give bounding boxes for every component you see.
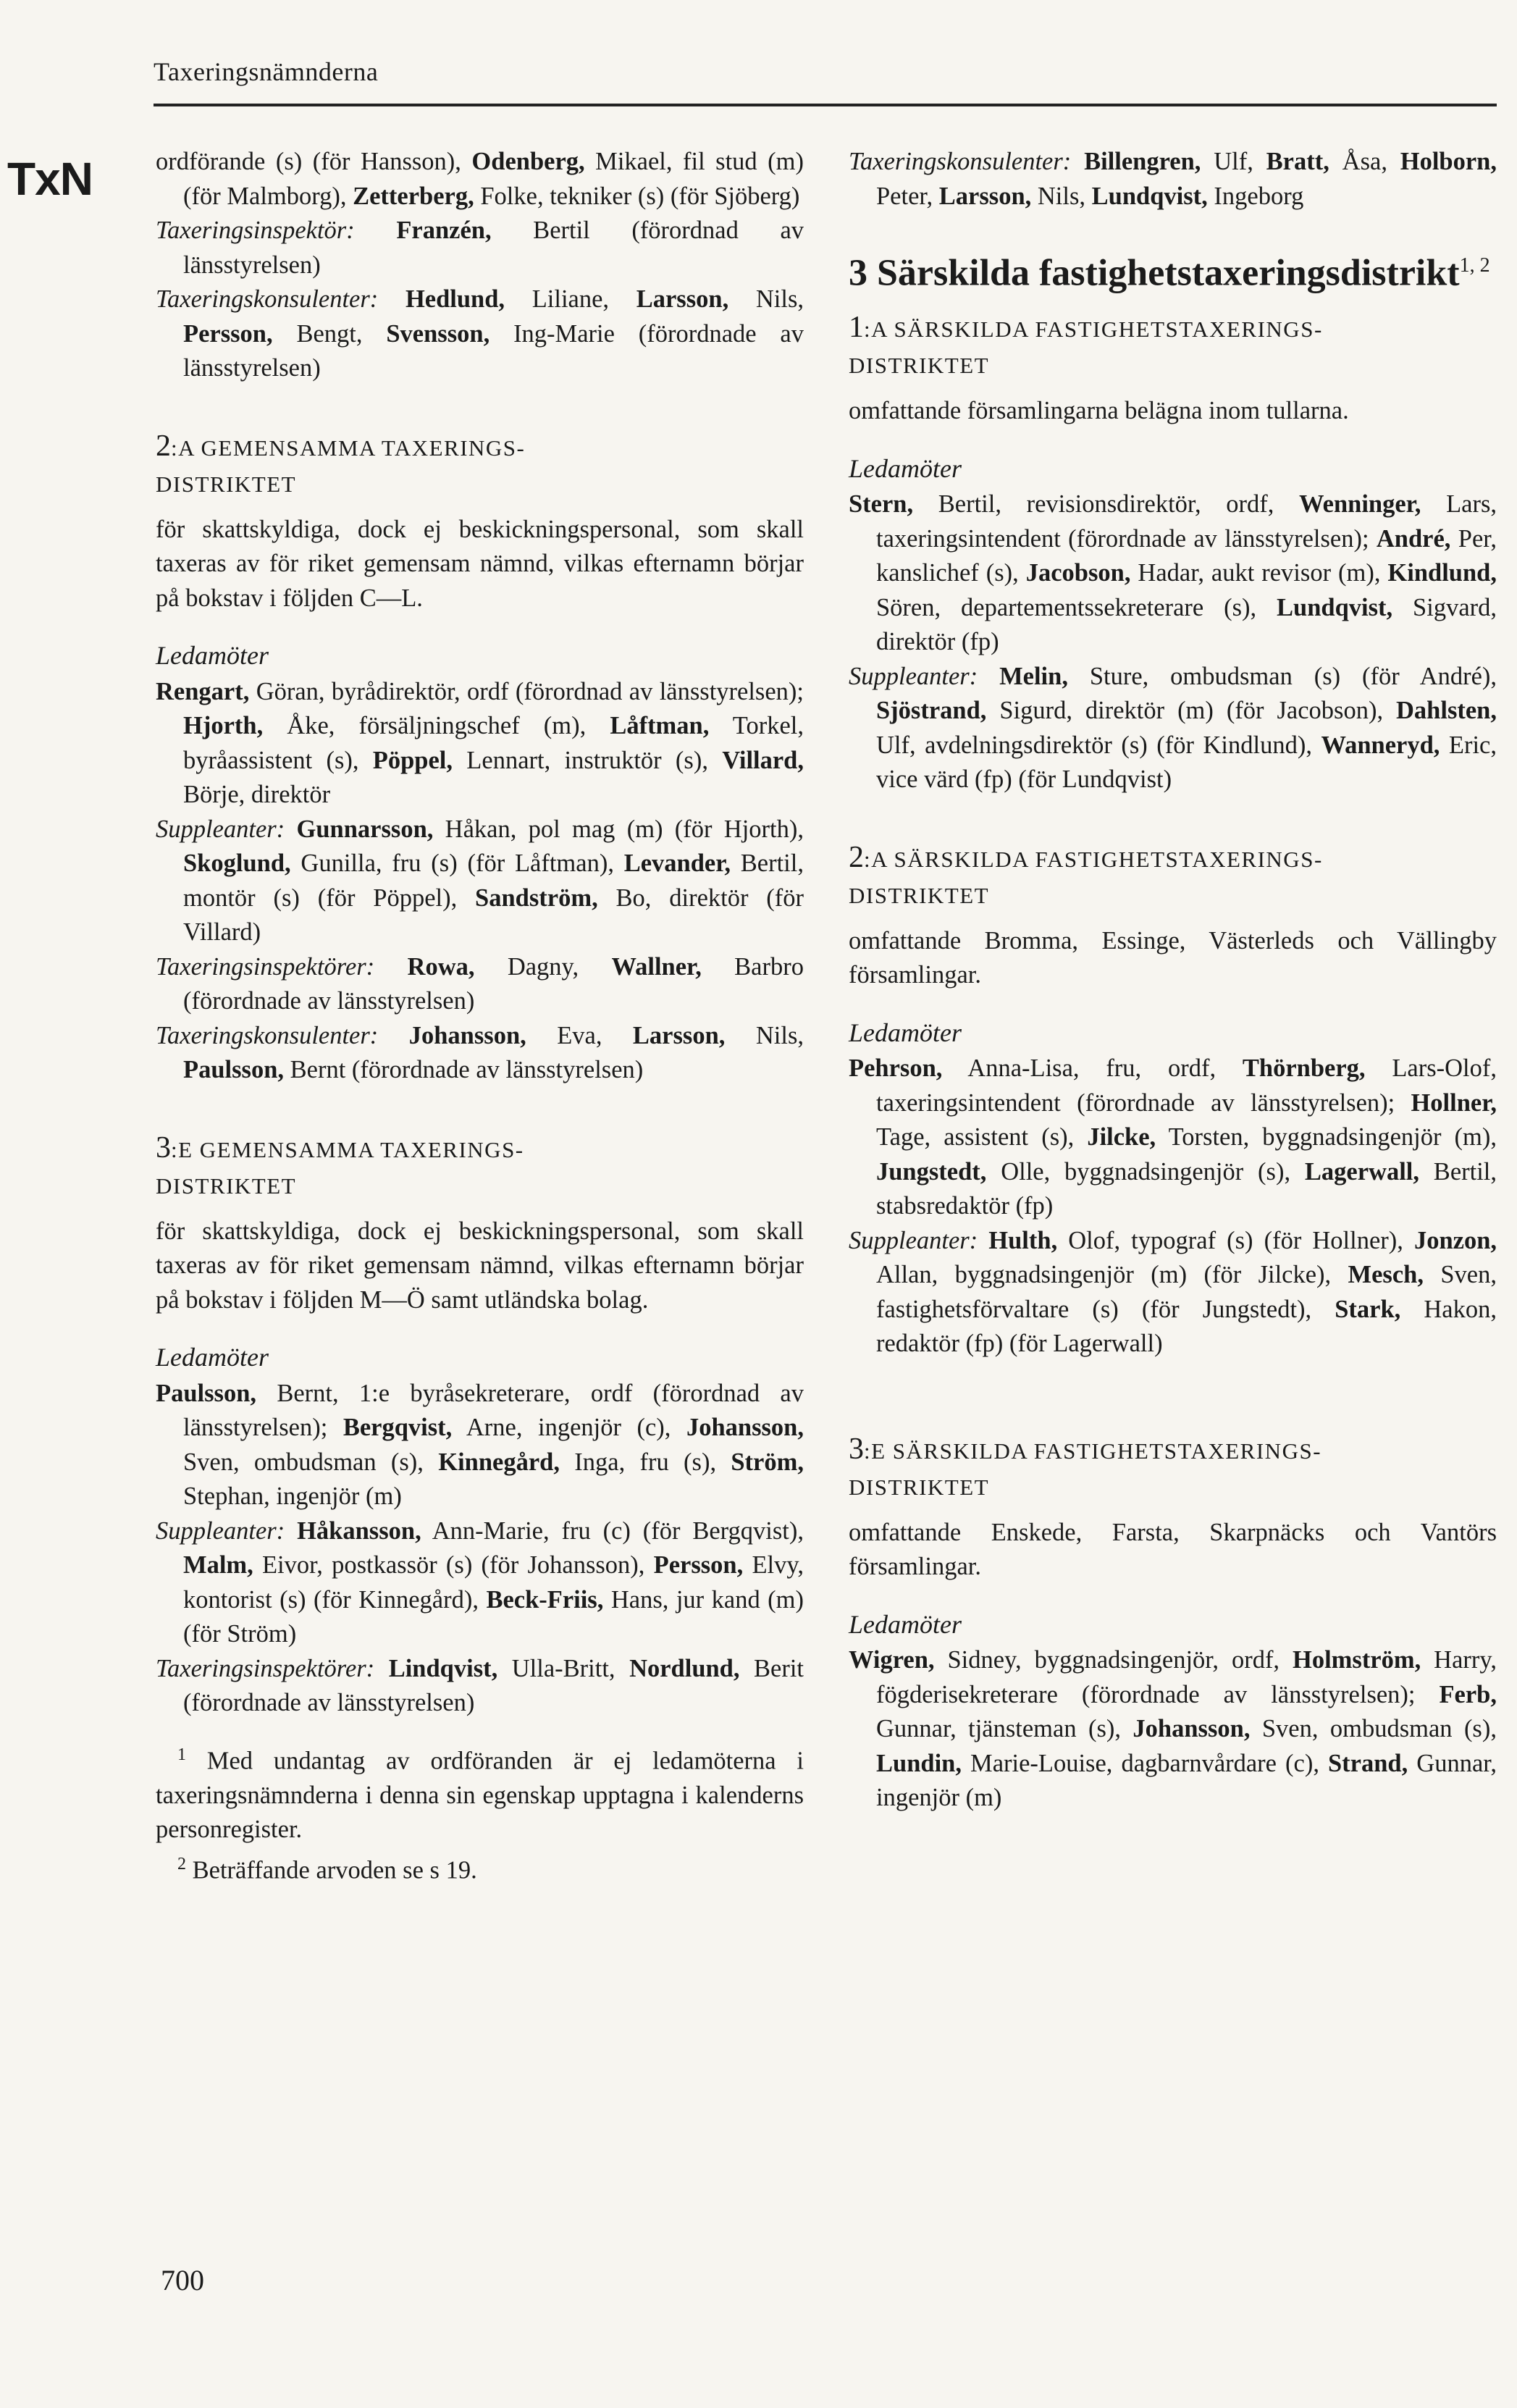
entry-consultants: Taxeringskonsulenter: Hedlund, Liliane, Larsson, Nils, Persson, Bengt, Svensson, Ing-Marie (förordnade av länsstyrelsen)	[156, 285, 804, 382]
footnote-1: $^1$ Med undantag av ordföranden är ej ledamöterna i taxeringsnämnderna i denna sin egenskap upptagna i kalenderns personregister.	[156, 1745, 804, 1843]
district-description: för skattskyldiga, dock ej beskickningspersonal, som skall taxeras av för riket gemensam nämnd, vilkas efternamn börjar på bokstav i följden M—Ö samt utländska bolag.	[156, 1217, 804, 1314]
entry-substitutes: Suppleanter: Håkansson, Ann-Marie, fru (c) (för Bergqvist), Malm, Eivor, postkassör (s) (för Johansson), Persson, Elvy, kontorist (s) (för Kinnegård), Beck-Friis, Hans, jur kand (m) (för Ström)	[156, 1516, 804, 1648]
entry-members: Stern, Bertil, revisionsdirektör, ordf, Wenninger, Lars, taxeringsintendent (förordnade av länsstyrelsen); André, Per, kanslichef (s), Jacobson, Hadar, aukt revisor (m), Kindlund, Sören, departementssekreterare (s), Lundqvist, Sigvard, direktör (fp)	[849, 490, 1497, 656]
members-heading: Ledamöter	[849, 1609, 962, 1639]
entry-members: Rengart, Göran, byrådirektör, ordf (förordnad av länsstyrelsen); Hjorth, Åke, försäljningschef (m), Låftman, Torkel, byråassistent (s), Pöppel, Lennart, instruktör (s), Villard, Börje, direktör	[156, 677, 804, 808]
entry-consultants: Taxeringskonsulenter: Billengren, Ulf, Bratt, Åsa, Holborn, Peter, Larsson, Nils, Lundqvist, Ingeborg	[849, 148, 1497, 210]
section-heading: 3 Särskilda fastighetstaxeringsdistrikt$^{1, 2}$	[849, 252, 1490, 294]
entry-consultants: Taxeringskonsulenter: Johansson, Eva, Larsson, Nils, Paulsson, Bernt (förordnade av länsstyrelsen)	[156, 1021, 804, 1083]
entry-members: Pehrson, Anna-Lisa, fru, ordf, Thörnberg, Lars-Olof, taxeringsintendent (förordnade av länsstyrelsen); Hollner, Tage, assistent (s), Jilcke, Torsten, byggnadsingenjör (m), Jungstedt, Olle, byggnadsingenjör (s), Lagerwall, Bertil, stabsredaktör (fp)	[849, 1054, 1497, 1220]
footnotes	[156, 1738, 804, 1888]
members-heading: Ledamöter	[156, 1343, 269, 1372]
entry-inspectors: Taxeringsinspektörer: Lindqvist, Ulla-Britt, Nordlund, Berit (förordnade av länsstyrelsen)	[156, 1654, 804, 1716]
district-heading: 2:A SÄRSKILDA FASTIGHETSTAXERINGS- DISTRIKTET	[849, 840, 1323, 908]
page-number: 700	[161, 2264, 204, 2296]
district-description: för skattskyldiga, dock ej beskickningspersonal, som skall taxeras av för riket gemensam nämnd, vilkas efternamn börjar på bokstav i följden C—L.	[156, 515, 804, 612]
members-heading: Ledamöter	[156, 641, 269, 670]
district-description: omfattande Enskede, Farsta, Skarpnäcks och Vantörs församlingar.	[849, 1518, 1497, 1581]
district-heading: 3:E GEMENSAMMA TAXERINGS- DISTRIKTET	[156, 1130, 524, 1199]
entry-members: Wigren, Sidney, byggnadsingenjör, ordf, Holmström, Harry, fögderisekreterare (förordnade av länsstyrelsen); Ferb, Gunnar, tjänsteman (s), Johansson, Sven, ombudsman (s), Lundin, Marie-Louise, dagbarnvårdare (c), Strand, Gunnar, ingenjör (m)	[849, 1646, 1497, 1812]
entry-members: Paulsson, Bernt, 1:e byråsekreterare, ordf (förordnad av länsstyrelsen); Bergqvist, Arne, ingenjör (c), Johansson, Sven, ombudsman (s), Kinnegård, Inga, fru (s), Ström, Stephan, ingenjör (m)	[156, 1379, 804, 1510]
right-column	[849, 145, 1497, 1816]
entry-substitutes: Suppleanter: Melin, Sture, ombudsman (s) (för André), Sjöstrand, Sigurd, direktör (m) (för Jacobson), Dahlsten, Ulf, avdelningsdirektör (s) (för Kindlund), Wanneryd, Eric, vice värd (fp) (för Lundqvist)	[849, 662, 1497, 794]
district-description: omfattande församlingarna belägna inom tullarna.	[849, 397, 1349, 425]
footnote-2: $^2$ Beträffande arvoden se s 19.	[177, 1854, 477, 1884]
district-heading: 3:E SÄRSKILDA FASTIGHETSTAXERINGS- DISTRIKTET	[849, 1432, 1322, 1500]
district-description: omfattande Bromma, Essinge, Västerleds och Vällingby församlingar.	[849, 926, 1497, 989]
district-heading: 1:A SÄRSKILDA FASTIGHETSTAXERINGS- DISTRIKTET	[849, 311, 1323, 379]
entry-substitutes: Suppleanter: Hulth, Olof, typograf (s) (för Hollner), Jonzon, Allan, byggnadsingenjör (m) (för Jilcke), Mesch, Sven, fastighetsförvaltare (s) (för Jungstedt), Stark, Hakon, redaktör (fp) (för Lagerwall)	[849, 1226, 1497, 1358]
running-head: Taxeringsnämnderna	[154, 57, 379, 86]
members-heading: Ledamöter	[849, 453, 962, 483]
members-heading: Ledamöter	[849, 1018, 962, 1047]
entry-substitutes: Suppleanter: Gunnarsson, Håkan, pol mag (m) (för Hjorth), Skoglund, Gunilla, fru (s) (för Låftman), Levander, Bertil, montör (s) (för Pöppel), Sandström, Bo, direktör (för Villard)	[156, 815, 804, 946]
header-rule	[154, 104, 1497, 106]
thumb-index-tab: TxN	[7, 153, 93, 205]
left-column	[156, 145, 804, 1888]
district-heading: 2:A GEMENSAMMA TAXERINGS- DISTRIKTET	[156, 429, 526, 497]
entry-inspectors: Taxeringsinspektörer: Rowa, Dagny, Wallner, Barbro (förordnade av länsstyrelsen)	[156, 952, 804, 1015]
entry-inspector: Taxeringsinspektör: Franzén, Bertil (förordnad av länsstyrelsen)	[156, 217, 804, 279]
entry-continued: ordförande (s) (för Hansson), Odenberg, Mikael, fil stud (m) (för Malmborg), Zetterberg, Folke, tekniker (s) (för Sjöberg)	[156, 148, 804, 210]
